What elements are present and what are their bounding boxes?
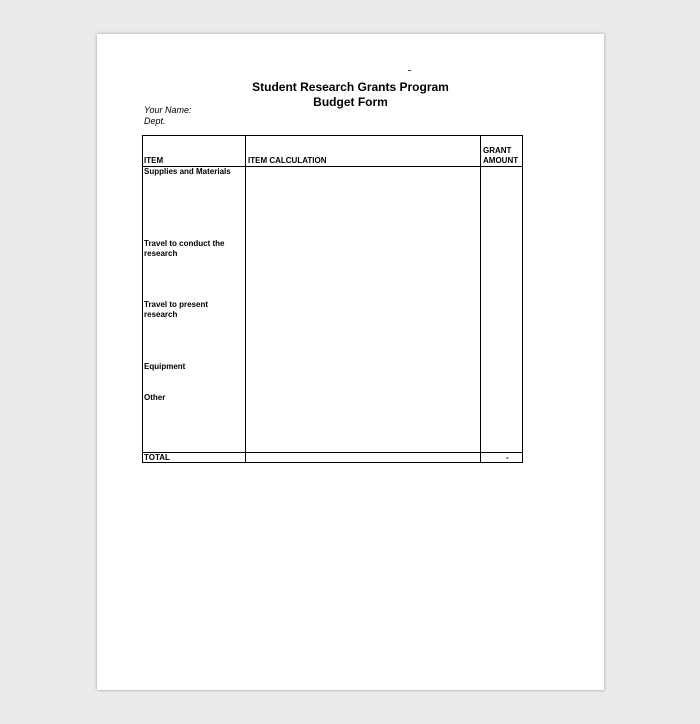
- grant-column-divider: [480, 135, 481, 463]
- table-top-border: [142, 135, 523, 136]
- row-label-other: Other: [144, 393, 166, 402]
- total-amount: -: [506, 453, 509, 462]
- header-item-calculation: ITEM CALCULATION: [248, 156, 327, 165]
- header-grant-amount-line2: AMOUNT: [483, 156, 519, 165]
- form-subtitle: Budget Form: [313, 95, 388, 109]
- header-item: ITEM: [144, 156, 164, 165]
- row-label-equipment: Equipment: [144, 362, 186, 371]
- total-top-border: [142, 452, 523, 453]
- table-right-border: [522, 135, 523, 463]
- form-title: Student Research Grants Program: [252, 80, 449, 94]
- dept-label: Dept.: [144, 116, 166, 126]
- row-label-travel-conduct-line1: Travel to conduct the: [144, 239, 225, 248]
- row-label-travel-present-line1: Travel to present: [144, 300, 209, 309]
- table-left-border: [142, 135, 143, 463]
- header-grant-amount-line1: GRANT: [483, 146, 512, 155]
- row-label-travel-present-line2: research: [144, 310, 178, 319]
- row-label-supplies: Supplies and Materials: [144, 167, 231, 176]
- row-label-travel-conduct-line2: research: [144, 249, 178, 258]
- your-name-label: Your Name:: [144, 105, 192, 115]
- total-label: TOTAL: [144, 453, 170, 462]
- item-column-divider: [245, 135, 246, 463]
- stray-mark: [408, 70, 411, 71]
- table-bottom-border: [142, 462, 523, 463]
